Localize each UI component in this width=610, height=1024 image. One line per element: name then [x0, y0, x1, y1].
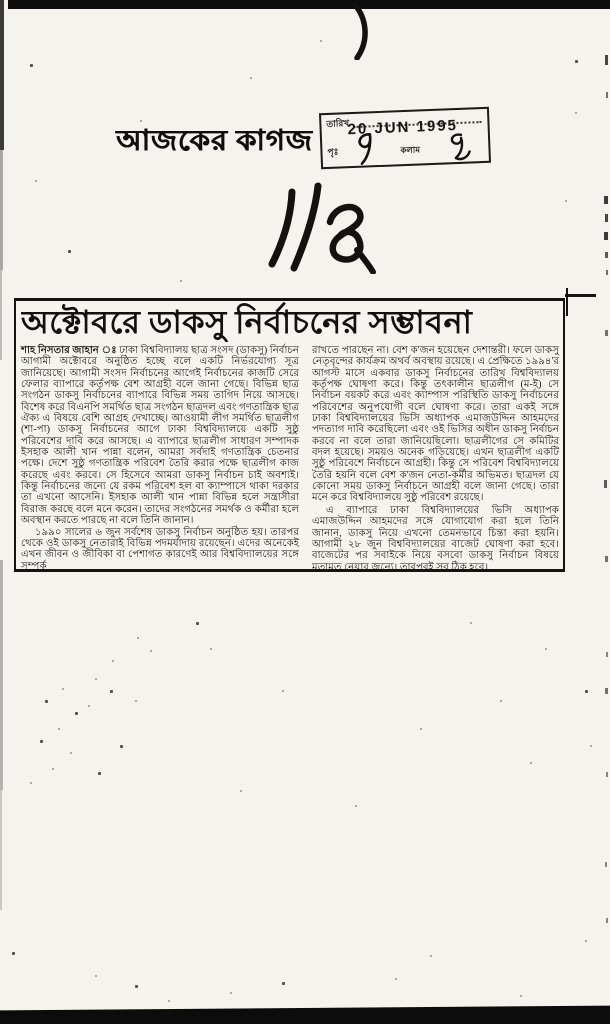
body-paragraph [21, 345, 299, 527]
article-body [16, 342, 563, 573]
newspaper-masthead: আজকের কাগজ [116, 125, 313, 157]
stamp-date-label: তারিখ [326, 118, 350, 130]
article-column-right [312, 345, 559, 573]
scan-edge-bottom [0, 1006, 610, 1024]
stamp-date-value: 20 JUN 1995 [347, 116, 459, 139]
body-paragraph: রাখতে পারছেন না। বেশ ক'জন হয়েছেন দেশান্তরী। ফলে ডাকসু নেতৃবৃন্দের কার্যক্রম অথর্ব অবস্থায় রয়েছে। এ প্রেক্ষিতে ১৯৯৪'র আগস্ট মাসে একবার ডাকসু নির্বাচনের তারিখ বিশ্ববিদ্যালয় কর্তৃপক্ষ ঘোষণা করে। কিন্তু তৎকালীন ছাত্রলীগ (ম-ই) সে নির্বাচন বয়কট করে এবং ক্যাম্পাস পরিস্থিতি ডাকসু নির্বাচনের পরিবেশের অনুপযোগী বলে ঘোষণা করে। তারা একই সঙ্গে ঢাকা বিশ্ববিদ্যালয়ের ভিসি অধ্যাপক এমাজউদ্দিন আহমদের পদত্যাগ দাবি করেছিলো এবং ওই ভিসির অধীন ডাকসু নির্বাচন করবে না বলে তারা জানিয়েছিলো। ছাত্রলীগের সে কমিটির বদল হয়েছে। সময়ও অনেক গড়িয়েছে। এখন ছাত্রলীগ একটি সুষ্ঠু পরিবেশে নির্বাচনে আগ্রহী। কিন্তু সে পরিবেশ বিশ্ববিদ্যালয়ে তৈরি হয়নি বলে বেশ ক'জন নেতা-কর্মীর অভিমত। ছাত্রদল যে কোনো সময় ডাকসু নির্বাচনে আগ্রহী বলে জানা গেছে। তারা মনে করে বিশ্ববিদ্যালয়ে সুষ্ঠু পরিবেশ রয়েছে। [312, 345, 559, 504]
article-headline: অক্টোবরে ডাকসু নির্বাচনের সম্ভাবনা [21, 304, 473, 340]
scan-edge-top [8, 0, 610, 9]
body-text: ঢাকা বিশ্ববিদ্যালয় ছাত্র সংসদ (ডাকসু) নির্বাচন আগামী অক্টোবরে অনুষ্ঠিত হচ্ছে বলে একটি নির্ভরযোগ্য সূত্র জানিয়েছে। আগামী সংসদ নির্বাচনের আগেই নির্বাচনের কাজটি সেরে ফেলার ব্যাপারে কর্তৃপক্ষ বেশ আগ্রহী বলে জানা গেছে। বিভিন্ন ছাত্র সংগঠন ডাকসু নির্বাচনের ব্যাপারে বিভিন্ন সময় তাগিদ নিয়ে আসছে। বিশেষ করে বিএনপি সমর্থিত ছাত্র সংগঠন ছাত্রদল এবং গণতান্ত্রিক ছাত্র ঐক্য এ বিষয়ে বেশি আগ্রহ দেখাচ্ছে। আওয়ামী লীগ সমর্থিত ছাত্রলীগ (শা-পা) ডাকসু নির্বাচনের আগে ঢাকা বিশ্ববিদ্যালয়ে একটি সুষ্ঠু পরিবেশের দাবি করে আসছে। এ ব্যাপারে ছাত্রলীগ সাধারণ সম্পাদক ইসহাক আলী খান পান্না বলেন, আমরা সর্বদাই গণতান্ত্রিক চেতনার পক্ষে। দেশে সুষ্ঠু গণতান্ত্রিক পরিবেশ তৈরি করার পক্ষে ছাত্রলীগ কাজ করেছে এবং করবে। সে হিসেবে আমরা ডাকসু নির্বাচন চাই অবশ্যই। কিন্তু নির্বাচনের জন্যে যে রকম পরিবেশ হল বা ক্যাম্পাসে থাকা দরকার তা এখনো আসেনি। ইসহাক আলী খান পান্না বিভিন্ন হলে সন্ত্রাসীরা বিরাজ করছে বলে মনে করেন। তাদের সংগঠনের সমর্থক ও কর্মীরা হলে অবস্থান করতে পারছে না বলে তিনি জানান। [21, 345, 300, 527]
article-column-left [21, 345, 299, 573]
byline: শাহ নিসতার জাহান ঃ [21, 345, 117, 356]
stamp-column-label: কলাম [400, 144, 421, 156]
stamp-page-value-handwritten [354, 131, 377, 166]
handwritten-fraction-mark [258, 180, 378, 274]
clipping-border-stub [566, 288, 568, 316]
article-clipping [14, 298, 565, 572]
archive-date-stamp [319, 107, 491, 169]
pen-curl-mark [348, 2, 374, 60]
stamp-column-value-handwritten [448, 131, 473, 162]
body-paragraph: ১৯৯০ সালের ৬ জুন সর্বশেষ ডাকসু নির্বাচন অনুষ্ঠিত হয়। তারপর থেকে ওই ডাকসু নেতারাই বিভিন্ন পদমর্যাদায় রয়েছেন। এদের অনেকেই এখন জীবন ও জীবিকা বা পেশাগত কারণেই আর বিশ্ববিদ্যালয়ের সঙ্গে সম্পর্ক [21, 526, 299, 572]
clipping-border-extension [565, 294, 596, 297]
stamp-page-label: পৃঃ [327, 146, 339, 157]
body-paragraph: এ ব্যাপারে ঢাকা বিশ্ববিদ্যালয়ের ভিসি অধ্যাপক এমাজউদ্দিন আহমদের সঙ্গে যোগাযোগ করা হলে তিনি জানান, ডাকসু নিয়ে এখনো তেমনভাবে চিন্তা করা হয়নি। আগামী ২৮ জুন বিশ্ববিদ্যালয়ের বাজেট ঘোষণা করা হবে। বাজেটের পর সবাইকে নিয়ে বসবো ডাকসু নির্বাচন বিষয়ে মতামত নেয়ার জন্যে। তারপরই সব ঠিক হবে। [312, 504, 559, 573]
